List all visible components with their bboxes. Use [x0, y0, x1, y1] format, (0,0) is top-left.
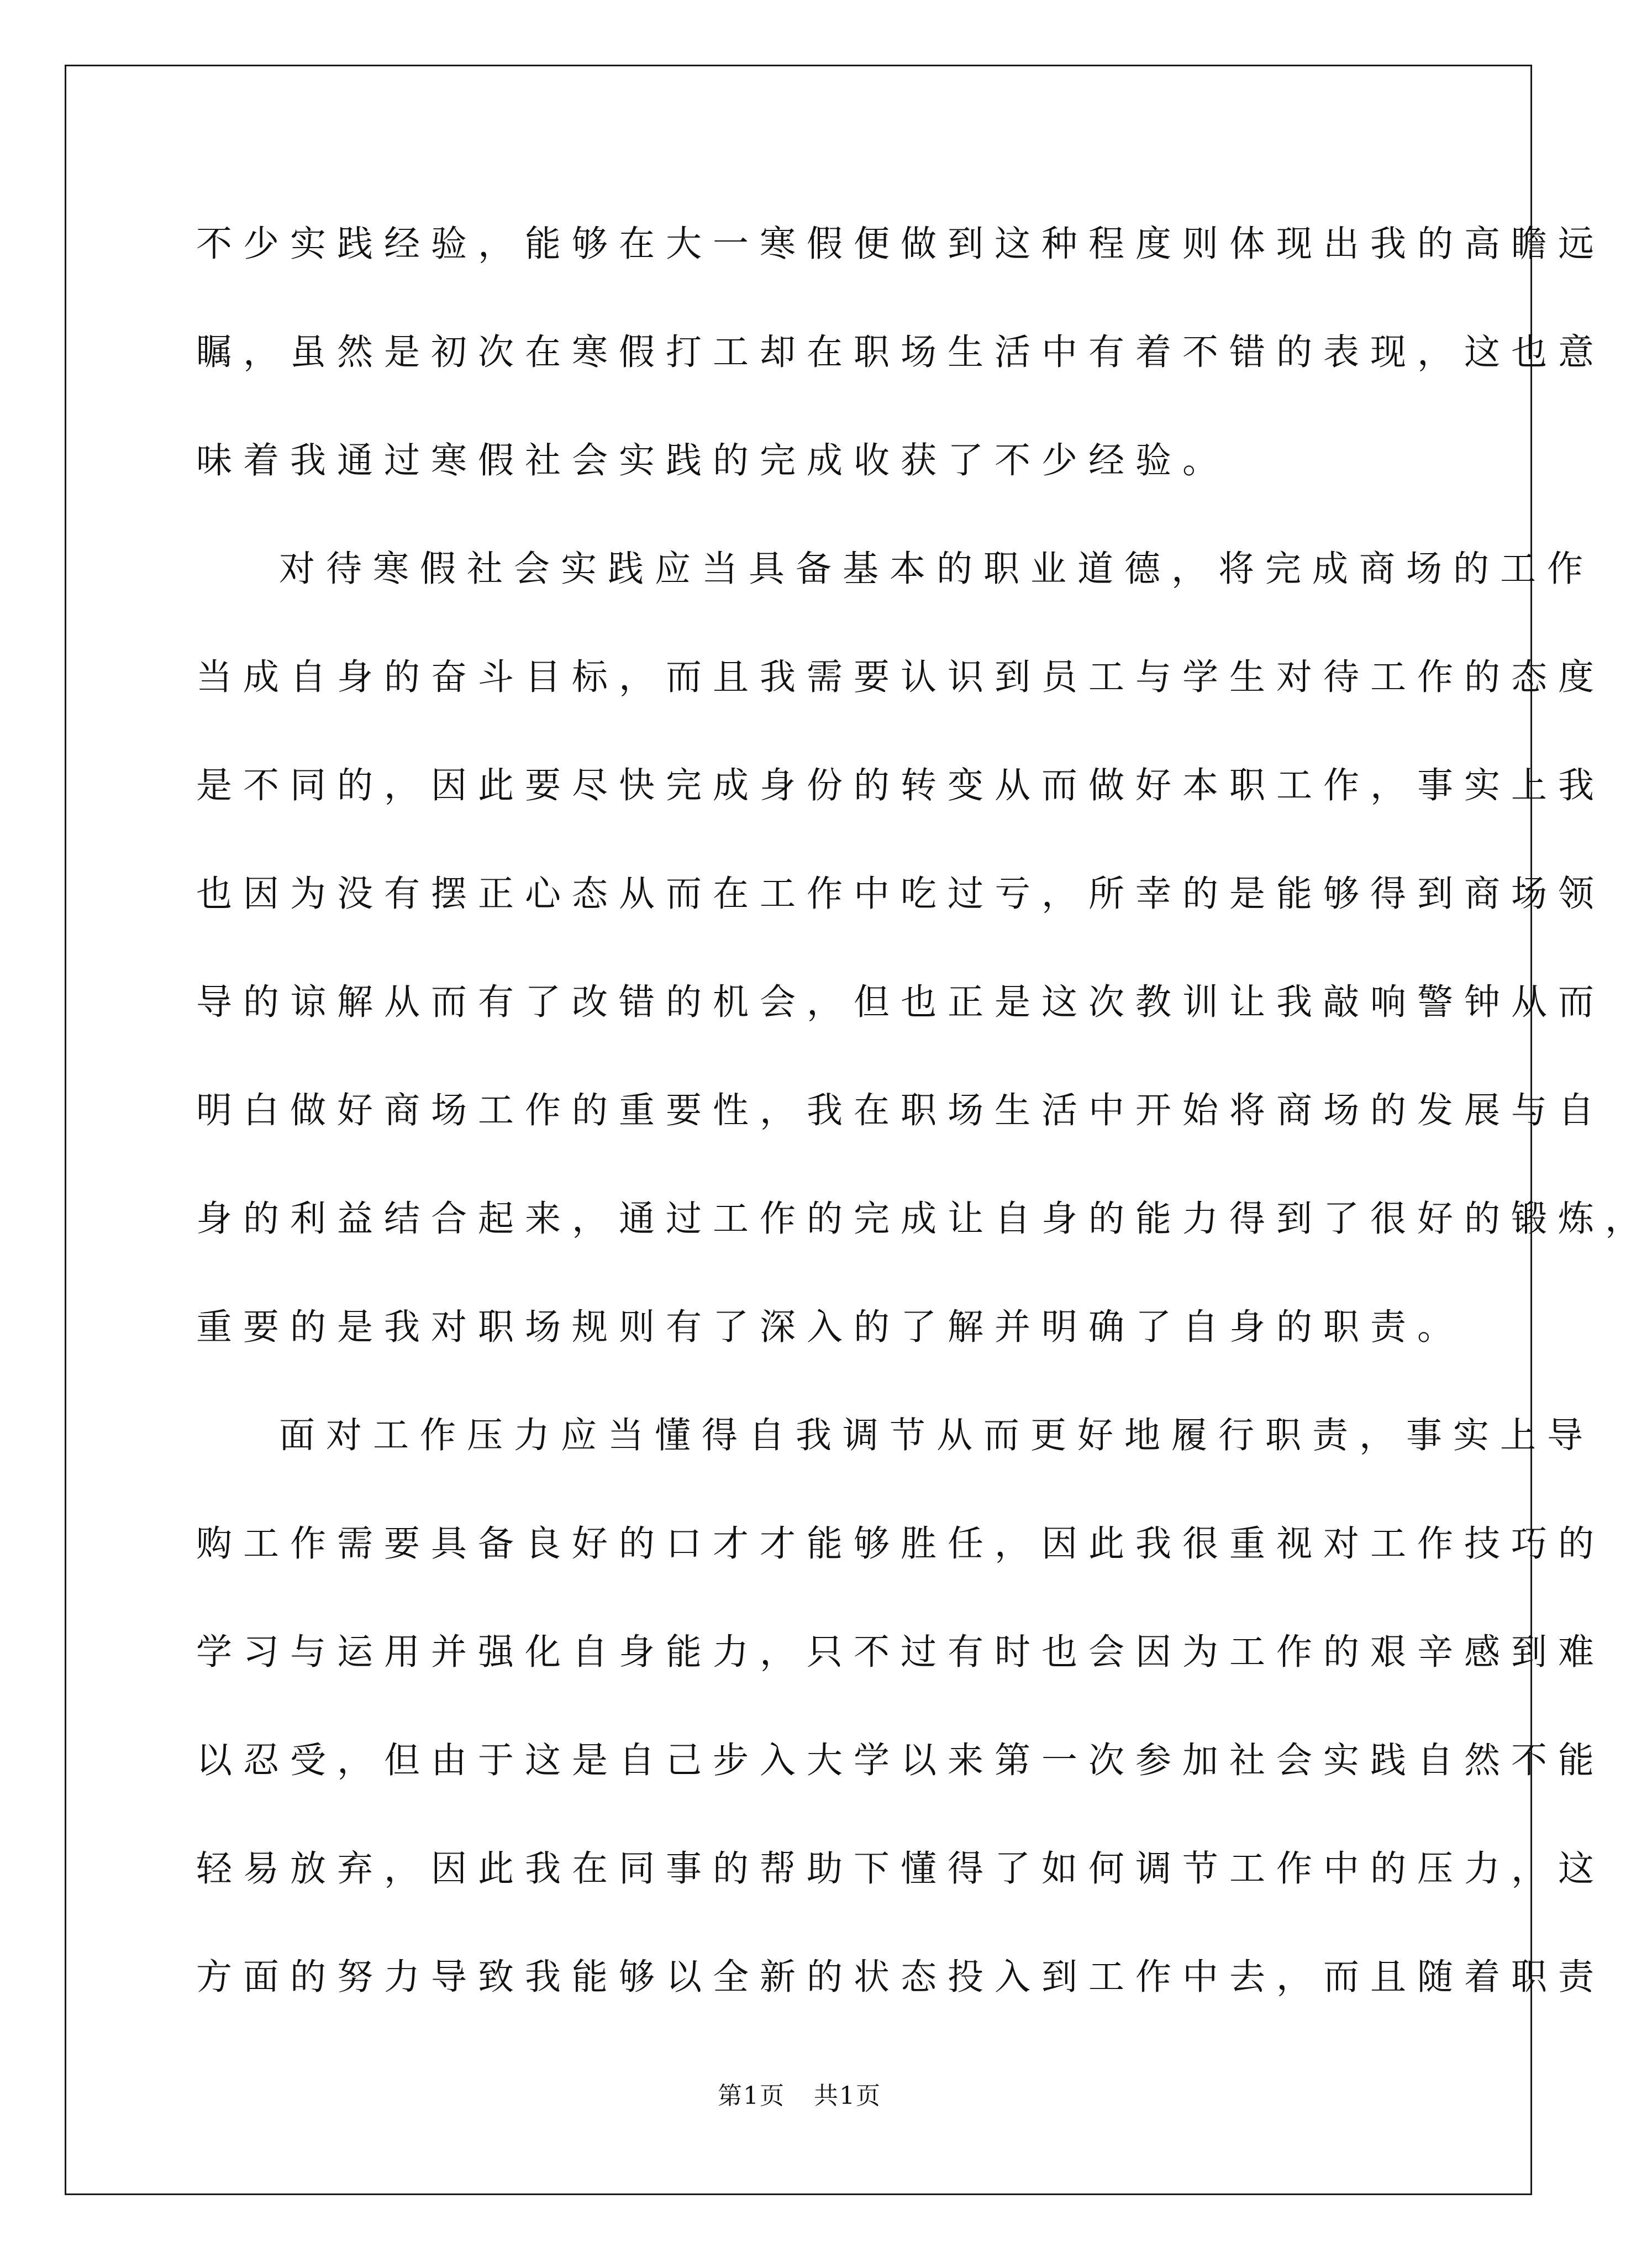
text-line: 方面的努力导致我能够以全新的状态投入到工作中去，而且随着职责	[196, 1956, 1606, 1998]
text-line: 明白做好商场工作的重要性，我在职场生活中开始将商场的发展与自	[196, 1090, 1606, 1131]
text-line: 味着我通过寒假社会实践的完成收获了不少经验。	[196, 440, 1230, 481]
text-line: 购工作需要具备良好的口才才能够胜任，因此我很重视对工作技巧的	[196, 1523, 1606, 1565]
document-body	[196, 217, 1652, 2058]
text-line: 轻易放弃，因此我在同事的帮助下懂得了如何调节工作中的压力，这	[196, 1848, 1606, 1890]
text-line: 瞩，虽然是初次在寒假打工却在职场生活中有着不错的表现，这也意	[196, 332, 1606, 373]
paragraph-start-line: 对待寒假社会实践应当具备基本的职业道德，将完成商场的工作	[279, 548, 1595, 590]
page-footer	[0, 2080, 1599, 2113]
text-line: 导的谅解从而有了改错的机会，但也正是这次教训让我敲响警钟从而	[196, 982, 1606, 1023]
text-line: 学习与运用并强化自身能力，只不过有时也会因为工作的艰辛感到难	[196, 1631, 1606, 1673]
text-line: 以忍受，但由于这是自己步入大学以来第一次参加社会实践自然不能	[196, 1740, 1606, 1781]
text-line: 不少实践经验，能够在大一寒假便做到这种程度则体现出我的高瞻远	[196, 223, 1606, 265]
text-line: 当成自身的奋斗目标，而且我需要认识到员工与学生对待工作的态度	[196, 657, 1606, 698]
text-line: 也因为没有摆正心态从而在工作中吃过亏，所幸的是能够得到商场领	[196, 873, 1606, 915]
paragraph-start-line: 面对工作压力应当懂得自我调节从而更好地履行职责，事实上导	[279, 1415, 1595, 1456]
text-line: 重要的是我对职场规则有了深入的了解并明确了自身的职责。	[196, 1306, 1465, 1348]
text-line: 身的利益结合起来，通过工作的完成让自身的能力得到了很好的锻炼，	[196, 1198, 1652, 1240]
page-number: 第1页	[718, 2082, 785, 2110]
text-line: 是不同的，因此要尽快完成身份的转变从而做好本职工作，事实上我	[196, 765, 1606, 806]
page-total: 共1页	[814, 2082, 881, 2110]
